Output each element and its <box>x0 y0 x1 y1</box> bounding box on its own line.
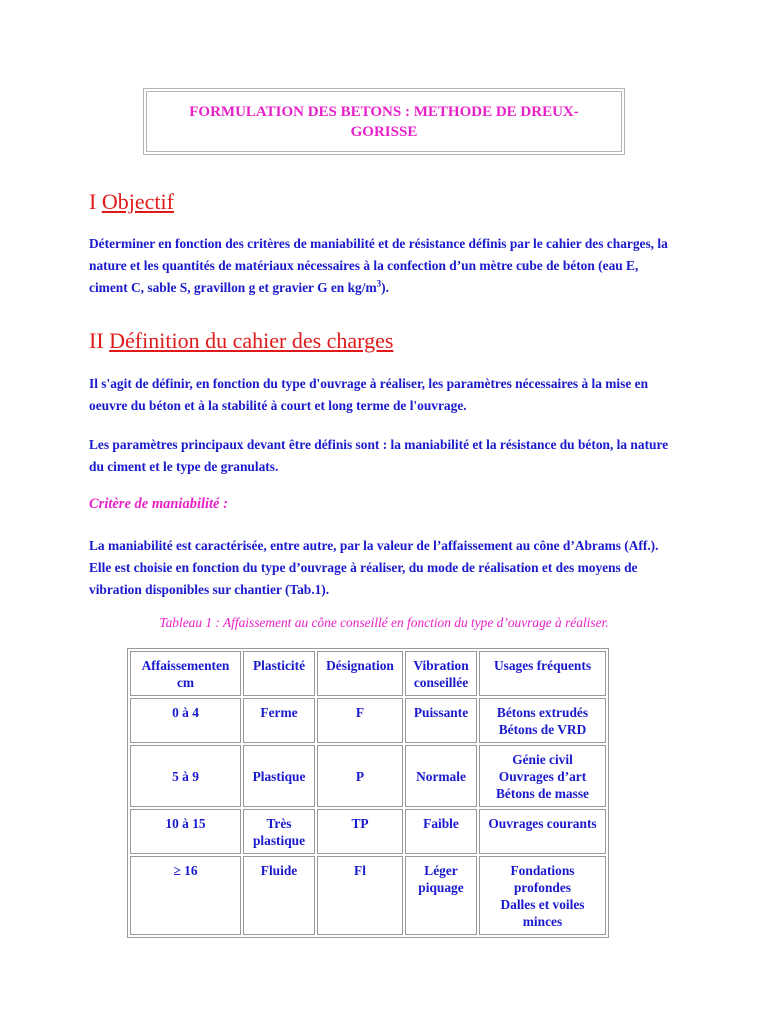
table-row <box>130 856 606 935</box>
table-row <box>130 745 606 807</box>
objective-text-end: ). <box>381 280 389 295</box>
table-cell: P <box>317 745 403 807</box>
table-header-cell: Plasticité <box>243 651 315 696</box>
table-cell: Normale <box>405 745 477 807</box>
objective-superscript: 3 <box>376 278 382 289</box>
table-cell: Fluide <box>243 856 315 935</box>
table-cell: Ouvrages courants <box>479 809 606 854</box>
table-cell: Plastique <box>243 745 315 807</box>
table-cell: Génie civil Ouvrages d’art Bétons de masse <box>479 745 606 807</box>
section-1-heading <box>89 189 174 215</box>
table-header-cell: Affaissementen cm <box>130 651 241 696</box>
workability-subheading: Critère de maniabilité : <box>89 496 228 512</box>
table-cell: Bétons extrudés Bétons de VRD <box>479 698 606 743</box>
section-1-number: I <box>89 189 97 214</box>
table-cell: ≥ 16 <box>130 856 241 935</box>
specification-paragraph-2: Les paramètres principaux devant être définis sont : la maniabilité et la résistance du béton, la nature du ciment et le type de granulats. <box>89 437 669 474</box>
table-header-row <box>130 651 606 696</box>
section-2-number: II <box>89 328 104 353</box>
table-cell: Ferme <box>243 698 315 743</box>
workability-paragraph: La maniabilité est caractérisée, entre autre, par la valeur de l’affaissement au cône d’Abrams (Aff.). Elle est choisie en fonction du type d’ouvrage à réaliser, du mode de réalisation et des moyens de vibration disponibles sur chantier (Tab.1). <box>89 538 659 597</box>
document-title: FORMULATION DES BETONS : METHODE DE DREUX-GORISSE <box>146 91 622 152</box>
table-caption: Tableau 1 : Affaissement au cône conseillé en fonction du type d’ouvrage à réaliser. <box>159 615 609 630</box>
table-cell: Fondations profondes Dalles et voiles minces <box>479 856 606 935</box>
table-header-cell: Vibration conseillée <box>405 651 477 696</box>
table-cell: 0 à 4 <box>130 698 241 743</box>
document-title-box <box>143 88 625 155</box>
table-cell: Puissante <box>405 698 477 743</box>
table-cell: Léger piquage <box>405 856 477 935</box>
section-2-title: Définition du cahier des charges <box>109 328 394 353</box>
slump-table <box>127 648 609 938</box>
table-row <box>130 809 606 854</box>
table-cell: 10 à 15 <box>130 809 241 854</box>
table-header-cell: Usages fréquents <box>479 651 606 696</box>
objective-paragraph <box>89 233 679 299</box>
table-cell: Très plastique <box>243 809 315 854</box>
table-header-cell: Désignation <box>317 651 403 696</box>
table-row <box>130 698 606 743</box>
table-cell: Fl <box>317 856 403 935</box>
table-cell: Faible <box>405 809 477 854</box>
table-cell: F <box>317 698 403 743</box>
section-2-heading <box>89 328 393 354</box>
table-cell: TP <box>317 809 403 854</box>
objective-text: Déterminer en fonction des critères de maniabilité et de résistance définis par le cahier des charges, la nature et les quantités de matériaux nécessaires à la confection d’un mètre cube de béton (eau E, ciment C, sable S, gravillon g et gravier G en kg/m <box>89 236 668 295</box>
table-cell: 5 à 9 <box>130 745 241 807</box>
specification-paragraph-1: Il s'agit de définir, en fonction du type d'ouvrage à réaliser, les paramètres nécessaires à la mise en oeuvre du béton et à la stabilité à court et long terme de l'ouvrage. <box>89 376 649 413</box>
section-1-title: Objectif <box>101 189 174 214</box>
